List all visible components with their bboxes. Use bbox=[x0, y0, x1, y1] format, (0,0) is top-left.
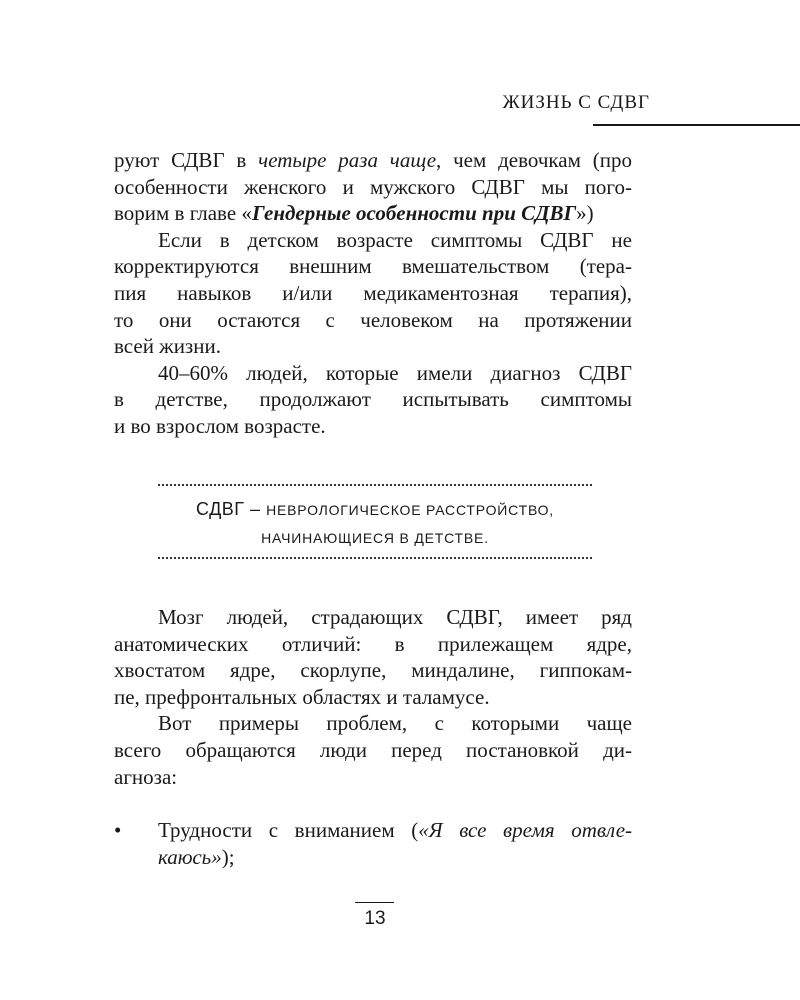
text-line: Если в детском возрасте симптомы СДВГ не bbox=[158, 227, 632, 252]
body-text-bottom bbox=[114, 604, 632, 790]
quote-italic: каюсь» bbox=[158, 844, 222, 869]
callout-quote bbox=[150, 495, 600, 552]
text-line: особенности женского и мужского СДВГ мы пого- bbox=[114, 174, 632, 199]
text-line: в детстве, продолжают испытывать симптомы bbox=[114, 387, 632, 412]
chapter-reference: Гендерные особенности при СДВГ bbox=[251, 201, 577, 226]
text-line: и во взрослом возрасте. bbox=[114, 413, 326, 438]
paragraph-continuation bbox=[114, 147, 632, 227]
paragraph-statistics bbox=[114, 360, 632, 440]
running-header-title: ЖИЗНЬ С СДВГ bbox=[502, 92, 650, 113]
header-rule bbox=[593, 124, 800, 126]
paragraph-anatomy bbox=[114, 604, 632, 710]
paragraph-symptoms bbox=[114, 227, 632, 360]
text-line: Мозг людей, страдающих СДВГ, имеет ряд bbox=[158, 605, 632, 629]
text-line: пия навыков и/или медикаментозная терапия), bbox=[114, 280, 632, 305]
text-line: хвостатом ядре, скорлупе, миндалине, гиппокам- bbox=[114, 658, 632, 683]
footer-rule bbox=[355, 902, 394, 903]
text-line: всего обращаются люди перед постановкой ди- bbox=[114, 737, 632, 762]
text-line: корректируются внешним вмешательством (тера- bbox=[114, 254, 632, 279]
text-line: руют СДВГ в четыре раза чаще, чем девочкам (про bbox=[114, 148, 632, 172]
text-line: то они остаются с человеком на протяжении bbox=[114, 307, 632, 332]
paragraph-examples bbox=[114, 710, 632, 790]
text-line: всей жизни. bbox=[114, 334, 221, 359]
callout-line: СДВГ – НЕВРОЛОГИЧЕСКОЕ РАССТРОЙСТВО, bbox=[196, 499, 554, 519]
bullet-text bbox=[158, 817, 632, 870]
bullet-list-item bbox=[114, 817, 632, 870]
text-line: каюсь»); bbox=[158, 844, 235, 869]
callout-divider-top bbox=[158, 484, 592, 486]
callout-line: НАЧИНАЮЩИЕСЯ В ДЕТСТВЕ. bbox=[261, 530, 489, 546]
text-line: Трудности с вниманием («Я все время отвле- bbox=[158, 818, 633, 842]
quote-italic: «Я все время отвле- bbox=[418, 818, 633, 842]
emphasis-text: четыре раза чаще bbox=[258, 148, 437, 172]
text-line: 40–60% людей, которые имели диагноз СДВГ bbox=[158, 360, 632, 385]
text-line: Вот примеры проблем, с которыми чаще bbox=[158, 711, 632, 736]
text-line: ворим в главе «Гендерные особенности при СДВГ») bbox=[114, 201, 594, 226]
text-line: пе, префронтальных областях и таламусе. bbox=[114, 684, 490, 709]
text-line: анатомических отличий: в прилежащем ядре, bbox=[114, 631, 632, 656]
bullet-icon: • bbox=[114, 818, 122, 842]
text-line: агноза: bbox=[114, 764, 178, 789]
callout-divider-bottom bbox=[158, 557, 592, 559]
page-number: 13 bbox=[364, 908, 386, 929]
body-text-top bbox=[114, 147, 632, 440]
